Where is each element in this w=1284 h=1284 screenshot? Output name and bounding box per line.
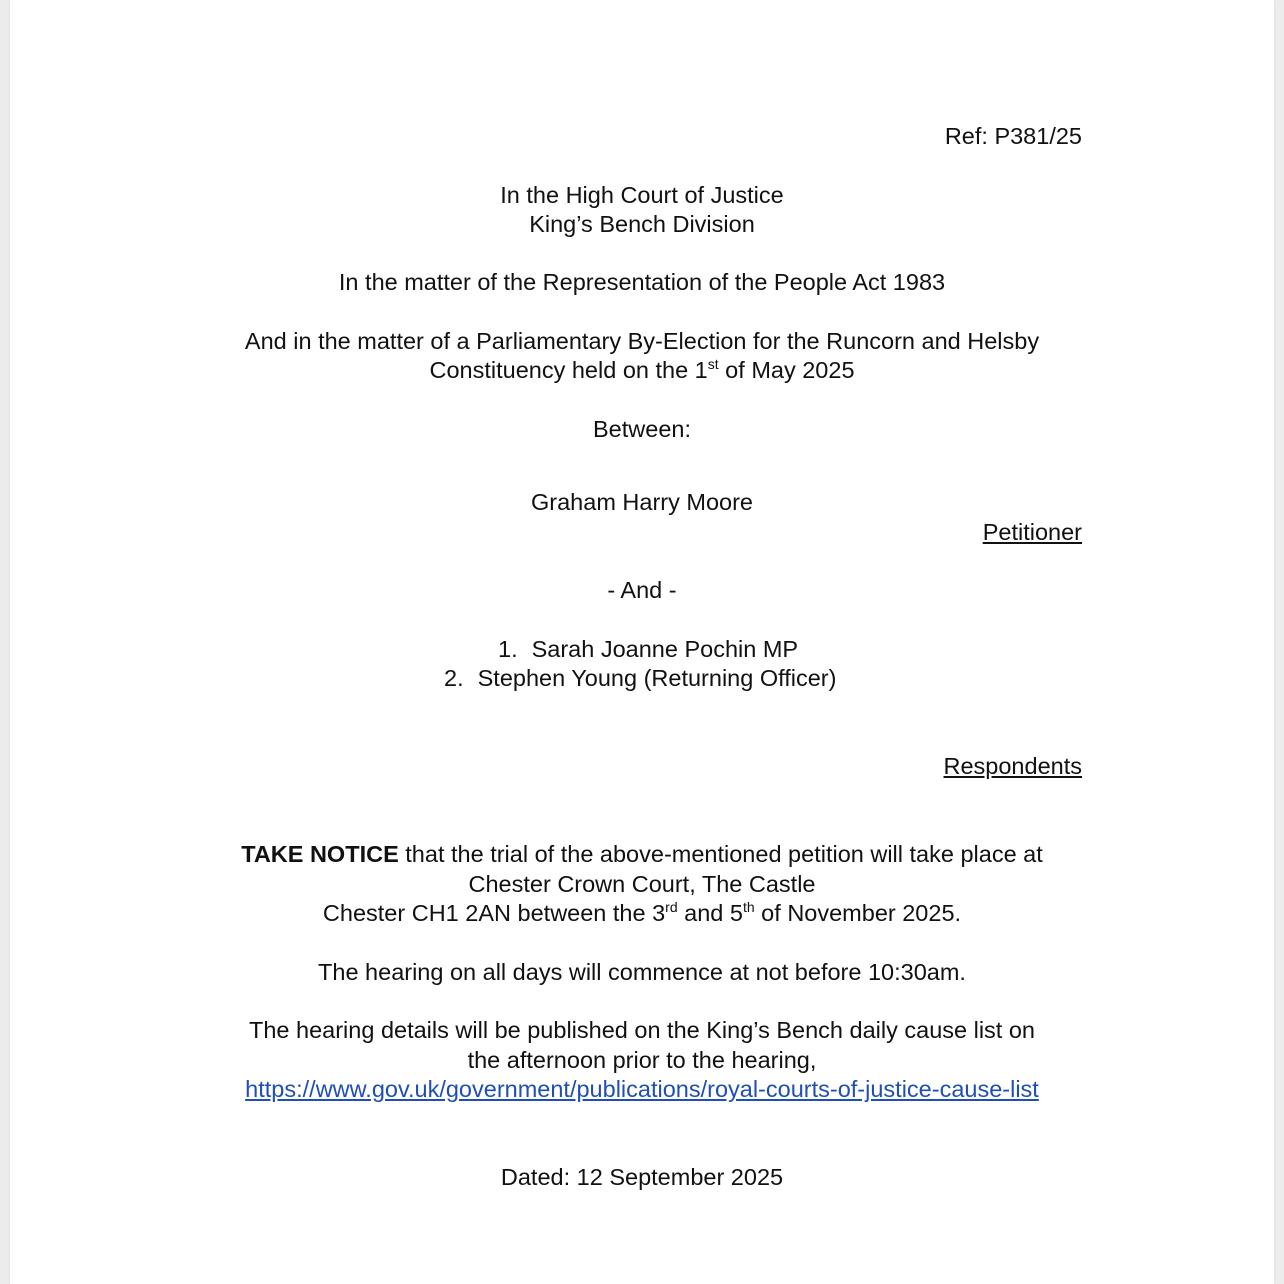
dated: Dated: 12 September 2025 <box>500 1164 784 1190</box>
list-number: 2. <box>444 665 464 691</box>
court-name: In the High Court of Justice <box>500 182 784 208</box>
document-page <box>10 0 1274 1284</box>
respondents-label: Respondents <box>943 753 1082 779</box>
matter-election-line1: And in the matter of a Parliamentary By-Election for the Runcorn and Helsby <box>244 328 1040 354</box>
details-line1: The hearing details will be published on the King’s Bench daily cause list on <box>249 1017 1035 1043</box>
petitioner-name: Graham Harry Moore <box>531 489 753 515</box>
cause-list-link-line <box>10 1075 1274 1104</box>
respondent-name: Stephen Young (Returning Officer) <box>477 665 837 691</box>
hearing-time: The hearing on all days will commence at not before 10:30am. <box>318 959 966 985</box>
list-number: 1. <box>498 636 518 662</box>
respondent-item-2 <box>444 664 836 693</box>
details-line2: the afternoon prior to the hearing, <box>467 1047 817 1073</box>
notice-line3: Chester CH1 2AN between the 3rd and 5th of November 2025. <box>322 899 962 926</box>
matter-act: In the matter of the Representation of the People Act 1983 <box>338 269 946 295</box>
notice-line2: Chester Crown Court, The Castle <box>468 871 816 897</box>
and-separator: - And - <box>607 577 677 603</box>
petitioner-label: Petitioner <box>982 519 1082 545</box>
reference-number: Ref: P381/25 <box>944 123 1082 149</box>
notice-line1: TAKE NOTICE that the trial of the above-mentioned petition will take place at <box>241 841 1043 867</box>
matter-election-line2: Constituency held on the 1st of May 2025 <box>429 356 855 383</box>
cause-list-link[interactable]: https://www.gov.uk/government/publications/royal-courts-of-justice-cause-list <box>245 1076 1039 1102</box>
respondent-item-1 <box>498 635 798 664</box>
between-label: Between: <box>593 416 691 442</box>
court-division: King’s Bench Division <box>529 211 755 237</box>
respondent-name: Sarah Joanne Pochin MP <box>531 636 799 662</box>
